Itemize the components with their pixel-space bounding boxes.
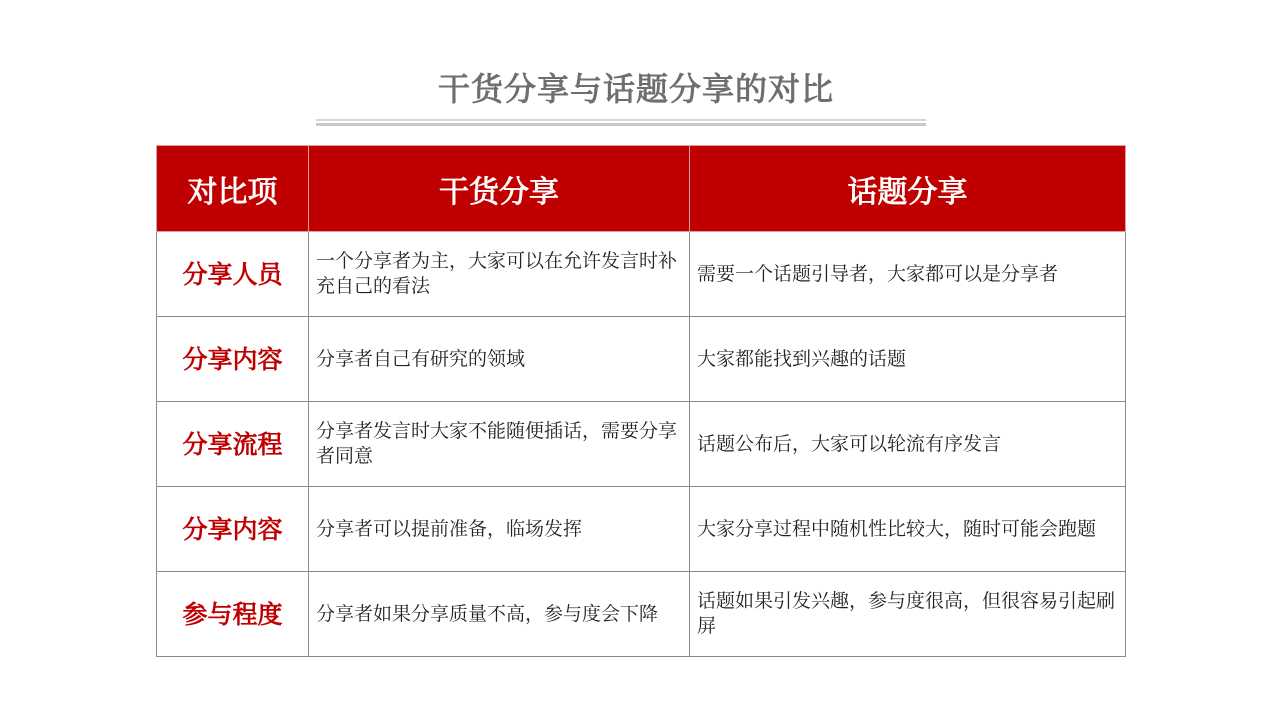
header-ganhuo: 干货分享 [309, 146, 690, 232]
table-row [157, 232, 1126, 317]
row-label: 分享流程 [157, 402, 309, 487]
table-header-row [157, 146, 1126, 232]
huati-cell: 大家都能找到兴趣的话题 [690, 317, 1126, 402]
huati-cell: 大家分享过程中随机性比较大，随时可能会跑题 [690, 487, 1126, 572]
ganhuo-cell: 分享者可以提前准备，临场发挥 [309, 487, 690, 572]
row-label: 分享人员 [157, 232, 309, 317]
row-label: 分享内容 [157, 487, 309, 572]
ganhuo-cell: 分享者如果分享质量不高，参与度会下降 [309, 572, 690, 657]
table-row [157, 317, 1126, 402]
huati-cell: 话题公布后，大家可以轮流有序发言 [690, 402, 1126, 487]
table-row [157, 487, 1126, 572]
huati-cell: 话题如果引发兴趣，参与度很高，但很容易引起刷屏 [690, 572, 1126, 657]
row-label: 参与程度 [157, 572, 309, 657]
comparison-table [156, 145, 1126, 657]
huati-cell: 需要一个话题引导者，大家都可以是分享者 [690, 232, 1126, 317]
header-item: 对比项 [157, 146, 309, 232]
table-row [157, 572, 1126, 657]
ganhuo-cell: 分享者发言时大家不能随便插话，需要分享者同意 [309, 402, 690, 487]
row-label: 分享内容 [157, 317, 309, 402]
page-title: 干货分享与话题分享的对比 [437, 70, 834, 108]
header-huati: 话题分享 [690, 146, 1126, 232]
title-underline [316, 119, 926, 126]
table-row [157, 402, 1126, 487]
ganhuo-cell: 一个分享者为主，大家可以在允许发言时补充自己的看法 [309, 232, 690, 317]
ganhuo-cell: 分享者自己有研究的领域 [309, 317, 690, 402]
